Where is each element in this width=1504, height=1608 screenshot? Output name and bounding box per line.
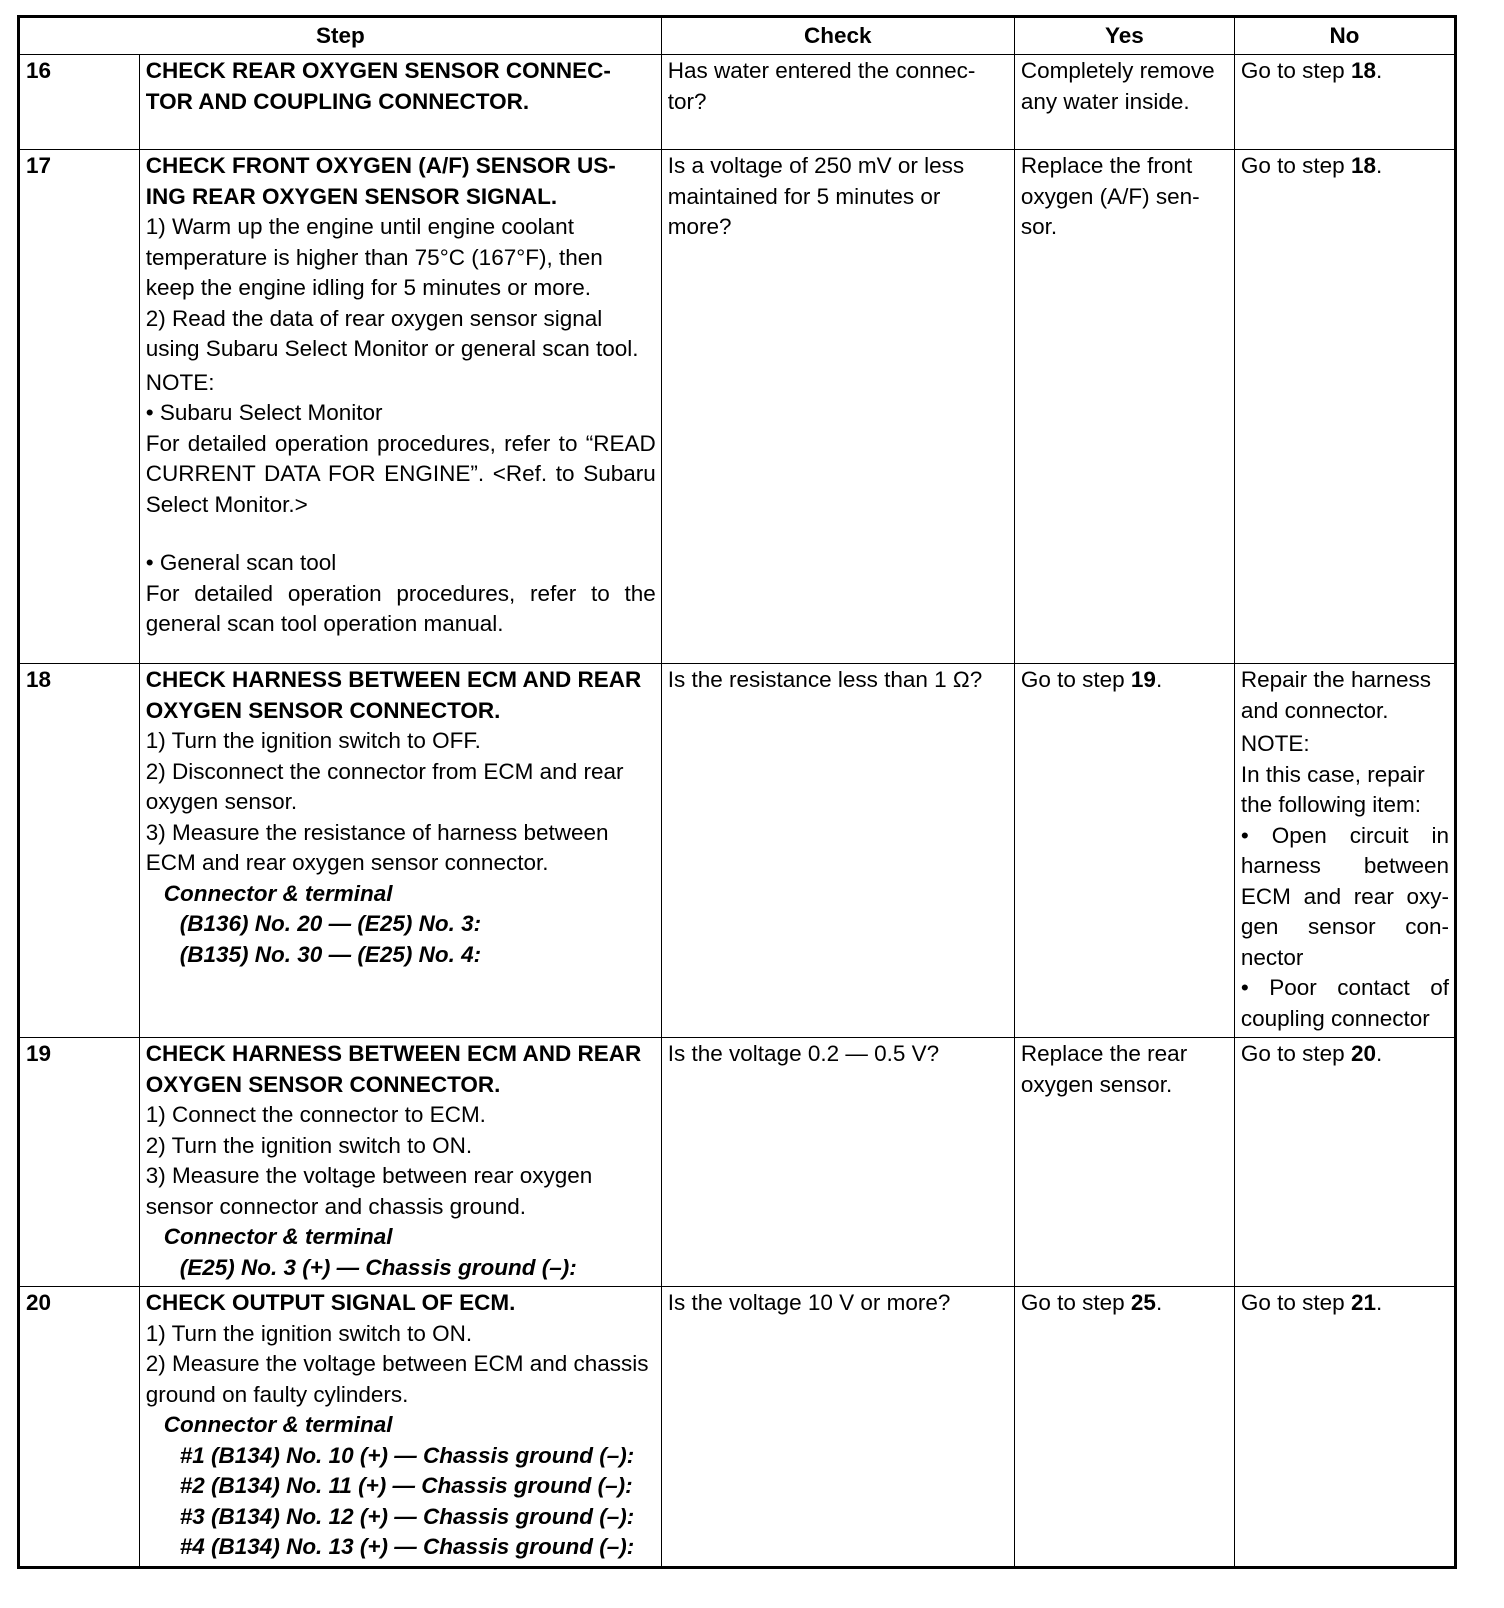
step-instruction: 2) Turn the ignition switch to ON. <box>145 1132 473 1158</box>
step-instruction: 3) Measure the voltage between rear oxygen sensor connector and chassis ground. <box>145 1163 593 1219</box>
no-cell <box>1234 664 1455 1038</box>
step-description <box>139 1038 661 1287</box>
header-yes: Yes <box>1014 17 1234 55</box>
step-number: 17 <box>19 150 140 664</box>
step-description <box>139 150 661 664</box>
connector-label: Connector & terminal <box>163 1224 393 1249</box>
table-row <box>19 1038 1456 1287</box>
header-no: No <box>1234 17 1455 55</box>
yes-cell: Completely remove any water inside. <box>1014 55 1234 150</box>
no-text: Go to step <box>1240 58 1351 83</box>
step-instruction: 1) Turn the ignition switch to ON. <box>145 1320 473 1346</box>
yes-cell <box>1014 664 1234 1038</box>
table-row <box>19 664 1456 1038</box>
note-item: • Subaru Select Monitor <box>145 400 383 425</box>
step-title: CHECK REAR OXYGEN SENSOR CONNEC- TOR AND COUPLING CONNECTOR. <box>145 58 611 114</box>
step-instruction: 2) Measure the voltage between ECM and chassis ground on faulty cylinders. <box>145 1351 649 1407</box>
yes-cell: Replace the rear oxygen sensor. <box>1014 1038 1234 1287</box>
terminal-spec: #3 (B134) No. 12 (+) — Chassis ground (–): <box>179 1503 635 1529</box>
no-text: Go to step <box>1240 1041 1351 1066</box>
no-cell <box>1234 150 1455 664</box>
step-instruction: 3) Measure the resistance of harness between ECM and rear oxygen sensor connector. <box>145 819 609 875</box>
no-cell <box>1234 55 1455 150</box>
check-cell: Is a voltage of 250 mV or less maintained for 5 minutes or more? <box>661 150 1014 664</box>
no-text: Go to step <box>1240 1290 1351 1315</box>
yes-text: Go to step <box>1020 1290 1131 1315</box>
connector-label: Connector & terminal <box>163 1412 393 1437</box>
table-row <box>19 55 1456 150</box>
diagnostic-table <box>17 15 1457 1569</box>
yes-cell <box>1014 1287 1234 1568</box>
no-suffix: . <box>1375 58 1383 83</box>
note-text: For detailed operation procedures, refer to the general scan tool operation manual. <box>145 580 656 636</box>
terminal-spec: #2 (B134) No. 11 (+) — Chassis ground (–): <box>179 1473 633 1498</box>
note-text: In this case, repair the following item: <box>1240 761 1425 817</box>
yes-suffix: . <box>1155 1290 1163 1315</box>
step-description <box>139 1287 661 1568</box>
table-row <box>19 150 1456 664</box>
note-label: NOTE: <box>1240 731 1310 756</box>
terminal-spec: (B135) No. 30 — (E25) No. 4: <box>179 941 482 967</box>
yes-text: Go to step <box>1020 667 1131 692</box>
step-link[interactable]: 18 <box>1350 58 1376 83</box>
no-cell <box>1234 1038 1455 1287</box>
no-cell <box>1234 1287 1455 1568</box>
check-cell: Has water entered the connec- tor? <box>661 55 1014 150</box>
step-number: 19 <box>19 1038 140 1287</box>
header-check: Check <box>661 17 1014 55</box>
no-text: Repair the harness and connector. <box>1240 667 1431 723</box>
check-cell: Is the resistance less than 1 Ω? <box>661 664 1014 1038</box>
terminal-spec: #4 (B134) No. 13 (+) — Chassis ground (–): <box>179 1534 635 1559</box>
step-link[interactable]: 18 <box>1350 153 1376 178</box>
no-suffix: . <box>1375 1041 1383 1066</box>
step-link[interactable]: 19 <box>1130 667 1156 692</box>
terminal-spec: #1 (B134) No. 10 (+) — Chassis ground (–): <box>179 1442 635 1468</box>
step-number: 16 <box>19 55 140 150</box>
note-text: For detailed operation procedures, refer to “READ CURRENT DATA FOR ENGINE”. <Ref. to Subaru Select Monitor.> <box>145 430 656 517</box>
step-number: 20 <box>19 1287 140 1568</box>
terminal-spec: (E25) No. 3 (+) — Chassis ground (–): <box>179 1254 577 1280</box>
check-cell: Is the voltage 10 V or more? <box>661 1287 1014 1568</box>
check-cell: Is the voltage 0.2 — 0.5 V? <box>661 1038 1014 1287</box>
terminal-spec: (B136) No. 20 — (E25) No. 3: <box>179 911 482 936</box>
step-title: CHECK FRONT OXYGEN (A/F) SENSOR US- ING REAR OXYGEN SENSOR SIGNAL. <box>145 153 616 209</box>
step-description <box>139 664 661 1038</box>
step-title: CHECK OUTPUT SIGNAL OF ECM. <box>145 1290 516 1315</box>
table-header-row <box>19 17 1456 55</box>
step-link[interactable]: 20 <box>1350 1041 1376 1066</box>
step-number: 18 <box>19 664 140 1038</box>
no-suffix: . <box>1375 153 1383 178</box>
header-step: Step <box>19 17 662 55</box>
step-title: CHECK HARNESS BETWEEN ECM AND REAR OXYGEN SENSOR CONNECTOR. <box>145 1041 642 1097</box>
no-text: Go to step <box>1240 153 1351 178</box>
step-instruction: 2) Disconnect the connector from ECM and rear oxygen sensor. <box>145 758 624 814</box>
step-description <box>139 55 661 150</box>
step-instruction: 1) Turn the ignition switch to OFF. <box>145 728 481 753</box>
step-instruction: 1) Warm up the engine until engine coolant temperature is higher than 75°C (167°F), then keep the engine idling for 5 minutes or more. <box>145 214 603 300</box>
note-item: • Poor contact of coupling connector <box>1240 975 1449 1031</box>
table-row <box>19 1287 1456 1568</box>
step-instruction: 2) Read the data of rear oxygen sensor signal using Subaru Select Monitor or general scan tool. <box>145 305 639 361</box>
step-link[interactable]: 25 <box>1130 1290 1156 1315</box>
note-label: NOTE: <box>145 369 215 395</box>
note-item: • General scan tool <box>145 550 337 575</box>
note-item: • Open circuit in harness between ECM and rear oxy- gen sensor con- nector <box>1240 822 1449 970</box>
yes-suffix: . <box>1155 667 1163 692</box>
no-suffix: . <box>1375 1290 1383 1315</box>
connector-label: Connector & terminal <box>163 880 393 906</box>
step-title: CHECK HARNESS BETWEEN ECM AND REAR OXYGEN SENSOR CONNECTOR. <box>145 667 642 723</box>
step-link[interactable]: 21 <box>1350 1290 1376 1315</box>
yes-cell: Replace the front oxygen (A/F) sen- sor. <box>1014 150 1234 664</box>
step-instruction: 1) Connect the connector to ECM. <box>145 1102 486 1127</box>
